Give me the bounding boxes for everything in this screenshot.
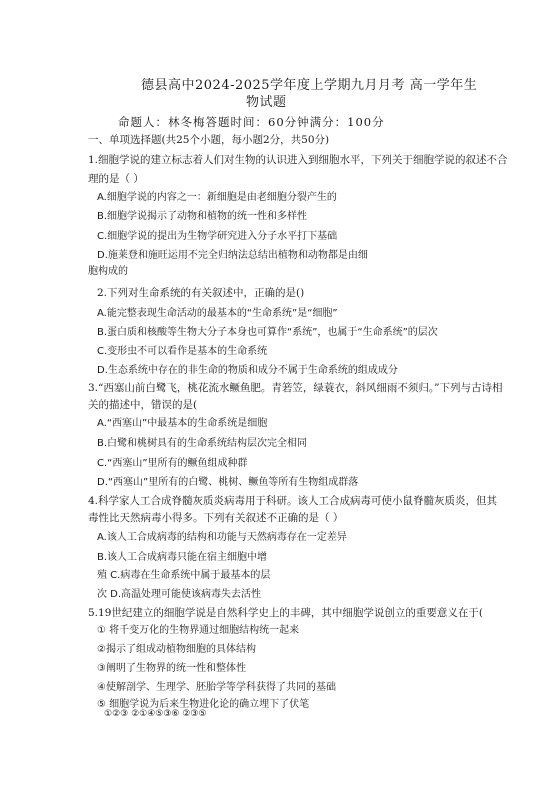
question-2-option-a: A.能完整表现生命活动的最基本的“生命系统”是“细胞” — [97, 308, 338, 319]
question-4-option-b: B.该人工合成病毒只能在宿主细胞中增 — [97, 552, 268, 563]
exam-meta: 命题人：林冬梅答题时间：60分钟满分：100分 — [118, 115, 385, 129]
question-1-option-a: A.细胞学说的内容之一：新细胞是由老细胞分裂产生的 — [97, 192, 337, 203]
question-3-option-b: B.白鹭和桃树具有的生命系统结构层次完全相同 — [97, 438, 308, 449]
exam-title-line1: 德县高中2024-2025学年度上学期九月月考 高一学年生 — [141, 78, 478, 93]
question-1-option-c: C.细胞学说的提出为生物学研究进入分子水平打下基础 — [97, 231, 338, 242]
question-3-option-a: A.“西塞山”中最基本的生命系统是细胞 — [97, 418, 268, 429]
question-5-item-5: ⑤ 细胞学说为后来生物进化论的确立埋下了伏笔 — [97, 699, 310, 710]
question-5-item-3: ③阐明了生物界的统一性和整体性 — [97, 663, 246, 674]
question-3-stem-2: 关的描述中，错误的是( — [88, 399, 198, 411]
question-2-option-d: D.生态系统中存在的非生命的物质和成分不属于生命系统的组成成分 — [97, 365, 398, 376]
question-1-option-d-1: D.施莱登和施旺运用不完全归纳法总结出植物和动物都是由细 — [97, 250, 368, 261]
question-4-option-d: 次 D.高温处理可能使该病毒失去活性 — [97, 589, 262, 600]
question-1-option-d-2: 胞构成的 — [88, 266, 128, 277]
question-4-stem-1: 4.科学家人工合成脊髓灰质炎病毒用于科研。该人工合成病毒可使小鼠脊髓灰质炎，但其 — [88, 495, 498, 507]
question-3-stem-1: 3.“西塞山前白鹭飞，桃花流水鳜鱼肥。青箬笠，绿蓑衣，斜风细雨不须归。”下列与古诗相 — [88, 382, 503, 394]
question-5-item-2: ②揭示了组成动植物细胞的具体结构 — [97, 644, 256, 655]
question-4-stem-2: 毒性比天然病毒小得多。下列有关叙述不正确的是（ ） — [88, 512, 344, 524]
section-heading: 一、单项选择题(共25个小题，每小题2分，共50分) — [88, 134, 330, 146]
question-3-option-d: D.“西塞山”里所有的白鹭、桃树、鳜鱼等所有生物组成群落 — [97, 477, 359, 488]
question-4-option-a: A.该人工合成病毒的结构和功能与天然病毒存在一定差异 — [97, 532, 347, 543]
question-1-stem-1: 1.细胞学说的建立标志着人们对生物的认识进入到细胞水平，下列关于细胞学说的叙述不合 — [88, 154, 508, 166]
question-5-choices: ①②③ ②①④⑤③⑥ ②③⑤ — [104, 709, 207, 719]
question-1-option-b: B.细胞学说揭示了动物和植物的统一性和多样性 — [97, 211, 308, 222]
question-5-stem: 5.19世纪建立的细胞学说是自然科学史上的丰碑，其中细胞学说创立的重要意义在于( — [88, 607, 483, 619]
question-5-item-1: ① 将千变万化的生物界通过细胞结构统一起来 — [97, 625, 300, 636]
question-2-option-b: B.蛋白质和核酸等生物大分子本身也可算作“系统”，也属于“生命系统”的层次 — [97, 327, 438, 338]
exam-title-line2: 物试题 — [246, 95, 287, 110]
question-4-option-c: 殖 C.病毒在生命系统中属于最基本的层 — [97, 570, 271, 581]
question-2-option-c: C.变形虫不可以看作是基本的生命系统 — [97, 346, 268, 357]
question-1-stem-2: 理的是（ ） — [88, 173, 144, 185]
question-2-stem: 2.下列对生命系统的有关叙述中，正确的是() — [97, 287, 305, 299]
question-5-item-4: ④使解剖学、生理学、胚胎学等学科获得了共同的基础 — [97, 682, 336, 693]
question-3-option-c: C.“西塞山”里所有的鳜鱼组成种群 — [97, 458, 248, 469]
